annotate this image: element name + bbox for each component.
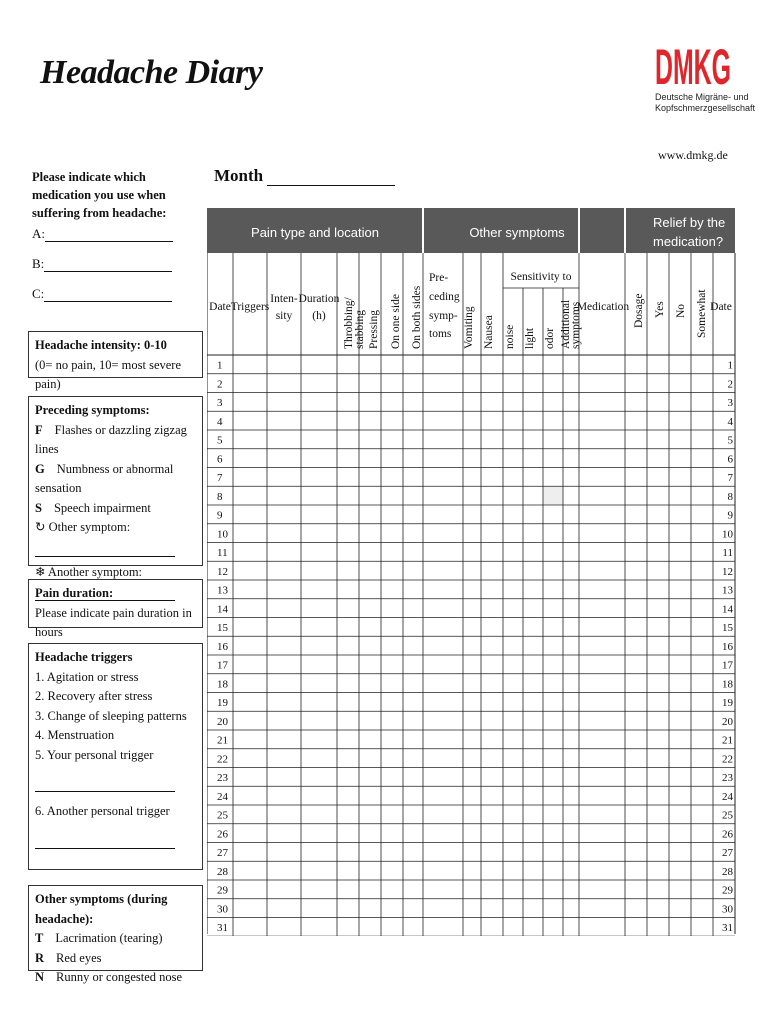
other-symptom-item: N Runny or congested nose [35, 970, 183, 984]
row-day-label-right: 30 [722, 903, 733, 916]
duration-text: Please indicate pain duration in hours [35, 605, 192, 639]
row-day-label-right: 13 [722, 584, 733, 597]
row-day-label: 28 [217, 865, 228, 878]
col-noise: noise [504, 324, 516, 349]
row-day-label: 7 [217, 472, 223, 484]
col-additional-1: Additional [560, 299, 572, 349]
row-day-label: 29 [217, 884, 228, 897]
row-day-label-right: 2 [727, 378, 733, 391]
row-day-label: 4 [217, 415, 223, 428]
col-no: No [675, 303, 687, 318]
dmkg-logo [655, 36, 755, 114]
medication-c-label: C: [32, 286, 45, 301]
personal-trigger-blank-2[interactable] [35, 836, 175, 849]
col-additional-2: symptoms [570, 301, 582, 349]
row-day-label-right: 24 [722, 790, 733, 803]
row-day-label-right: 9 [727, 509, 733, 522]
row-day-label-right: 19 [722, 697, 733, 709]
row-day-label: 20 [217, 715, 228, 728]
logo-mark-text: DMKG [655, 39, 731, 90]
col-throbbing-1: Throbbing/ [343, 297, 355, 349]
row-day-label: 2 [217, 378, 223, 391]
col-both-sides: On both sides [411, 285, 423, 349]
preceding-legend [28, 396, 203, 579]
row-day-label-right: 26 [722, 828, 733, 841]
medication-a-label: A: [32, 226, 45, 241]
preceding-item: G Numbness or abnormal sensation [35, 461, 174, 495]
row-day-label-right: 1 [727, 359, 733, 372]
trigger-item: 3. Change of sleeping patterns [35, 708, 187, 723]
trigger-item: 2. Recovery after stress [35, 689, 153, 703]
duration-legend [28, 579, 203, 639]
circle-arrow-icon: ↻ [35, 520, 46, 534]
row-day-label: 17 [217, 659, 228, 672]
group-header-relief-1: Relief by the [653, 215, 726, 230]
col-one-side: On one side [390, 294, 402, 349]
row-day-label: 26 [217, 828, 228, 841]
col-medication: Medication [576, 301, 630, 313]
group-header-relief-2: medication? [653, 234, 724, 249]
row-day-label-right: 8 [727, 490, 733, 503]
col-throbbing-2: stabbing [354, 310, 366, 349]
trigger-item: 5. Your personal trigger [35, 747, 154, 762]
intensity-heading: Headache intensity: 0-10 [35, 338, 167, 352]
row-day-label: 30 [217, 903, 228, 916]
preceding-heading: Preceding symptoms: [35, 403, 150, 417]
row-day-label-right: 12 [722, 565, 733, 578]
logo-line-2: Kopfschmerzgesellschaft [655, 103, 756, 113]
row-day-label: 18 [217, 678, 228, 691]
row-day-label-right: 31 [722, 922, 733, 934]
medication-c-field[interactable] [32, 286, 172, 302]
medication-c-blank[interactable] [44, 289, 172, 302]
row-day-label-right: 3 [727, 397, 733, 409]
other-symptoms-heading: Other symptoms (during headache): [35, 892, 168, 926]
intensity-text: (0= no pain, 10= most severe pain) [35, 357, 182, 391]
group-header-other: Other symptoms [469, 225, 565, 240]
col-pressing: Pressing [368, 310, 380, 349]
row-day-label-right: 5 [727, 434, 733, 447]
row-day-label: 9 [217, 509, 223, 522]
row-day-label: 15 [217, 622, 228, 634]
col-preceding-3: symp- [429, 310, 458, 322]
row-day-label: 25 [217, 809, 228, 822]
row-day-label-right: 17 [722, 659, 733, 672]
row-day-label: 5 [217, 434, 223, 447]
dmkg-logo-mark [655, 36, 731, 90]
row-day-label-right: 28 [722, 865, 733, 878]
month-blank[interactable] [267, 169, 395, 186]
triggers-heading: Headache triggers [35, 650, 133, 664]
other-symptom-blank-1[interactable] [35, 544, 175, 557]
col-somewhat: Somewhat [696, 289, 708, 338]
col-date: Date [209, 301, 231, 313]
other-symptoms-legend [28, 885, 203, 984]
row-day-label-right: 20 [722, 715, 733, 728]
preceding-other-2: ❄ Another symptom: [35, 564, 143, 579]
month-field[interactable] [214, 166, 395, 186]
col-intensity-1: Inten- [270, 293, 298, 305]
row-day-label: 3 [217, 397, 223, 409]
row-day-label: 22 [217, 753, 228, 766]
col-date-right: Date [710, 301, 732, 313]
col-preceding-1: Pre- [429, 272, 449, 284]
row-day-label: 27 [217, 847, 228, 859]
col-vomiting: Vomiting [463, 306, 475, 349]
trigger-item: 4. Menstruation [35, 728, 115, 742]
row-day-label-right: 22 [722, 753, 733, 766]
snowflake-icon: ❄ [35, 564, 46, 579]
row-day-label: 23 [217, 772, 228, 784]
row-day-label-right: 11 [722, 547, 733, 559]
diary-table-grid [207, 208, 737, 936]
col-dosage: Dosage [633, 293, 645, 328]
medication-b-label: B: [32, 256, 45, 271]
col-sensitivity: Sensitivity to [510, 271, 572, 283]
medication-a-blank[interactable] [45, 229, 173, 242]
row-day-label: 6 [217, 453, 223, 466]
col-duration-1: Duration [298, 293, 340, 305]
col-intensity-2: sity [275, 310, 293, 322]
group-header-pain: Pain type and location [251, 225, 379, 240]
col-yes: Yes [654, 301, 666, 318]
col-preceding-4: toms [429, 328, 452, 340]
row-day-label-right: 6 [727, 453, 733, 466]
triggers-legend [28, 643, 203, 870]
row-day-label-right: 15 [722, 622, 733, 634]
row-day-label-right: 18 [722, 678, 733, 691]
page-title: Headache Diary [40, 54, 263, 91]
row-day-label: 11 [217, 547, 228, 559]
row-day-label-right: 25 [722, 809, 733, 822]
preceding-other-1: ↻ Other symptom: [35, 520, 131, 534]
medication-b-field[interactable] [32, 256, 172, 272]
row-day-label-right: 16 [722, 640, 733, 653]
row-day-label-right: 4 [727, 415, 733, 428]
intensity-legend [28, 331, 203, 391]
website-link[interactable]: www.dmkg.de [658, 148, 728, 162]
col-odor: odor [544, 327, 556, 349]
medication-instruction: Please indicate which medication you use when suffering from headache: [32, 170, 167, 220]
col-nausea: Nausea [483, 315, 495, 349]
row-day-label-right: 10 [722, 528, 733, 541]
preceding-item: S Speech impairment [35, 500, 151, 515]
row-day-label: 8 [217, 490, 223, 503]
row-day-label: 12 [217, 565, 228, 578]
col-preceding-2: ceding [429, 291, 460, 303]
row-day-label: 19 [217, 697, 228, 709]
other-symptom-item: T Lacrimation (tearing) [35, 931, 163, 945]
row-day-label: 24 [217, 790, 228, 803]
col-triggers: Triggers [230, 301, 270, 313]
col-light: light [524, 327, 536, 349]
row-day-label-right: 23 [722, 772, 733, 784]
preceding-item: F Flashes or dazzling zigzag lines [35, 422, 187, 456]
row-day-label-right: 29 [722, 884, 733, 897]
row-day-label-right: 14 [722, 603, 733, 616]
row-day-label: 16 [217, 640, 228, 653]
row-day-label: 21 [217, 734, 228, 747]
duration-heading: Pain duration: [35, 586, 114, 600]
row-day-label-right: 21 [722, 734, 733, 747]
month-label: Month [214, 166, 264, 185]
other-symptom-item: R Red eyes [35, 950, 102, 965]
medication-a-field[interactable] [32, 226, 173, 242]
logo-line-1: Deutsche Migräne- und [655, 92, 749, 102]
row-day-label: 13 [217, 584, 228, 597]
row-day-label-right: 7 [727, 472, 733, 484]
row-day-label: 14 [217, 603, 228, 616]
diary-table [207, 208, 737, 936]
trigger-item: 1. Agitation or stress [35, 669, 139, 684]
trigger-item: 6. Another personal trigger [35, 804, 170, 818]
row-day-label: 10 [217, 528, 228, 541]
col-duration-2: (h) [312, 310, 326, 322]
row-day-label: 31 [217, 922, 228, 934]
row-day-label: 1 [217, 359, 223, 372]
personal-trigger-blank-1[interactable] [35, 779, 175, 792]
medication-b-blank[interactable] [44, 259, 172, 272]
row-day-label-right: 27 [722, 847, 733, 859]
